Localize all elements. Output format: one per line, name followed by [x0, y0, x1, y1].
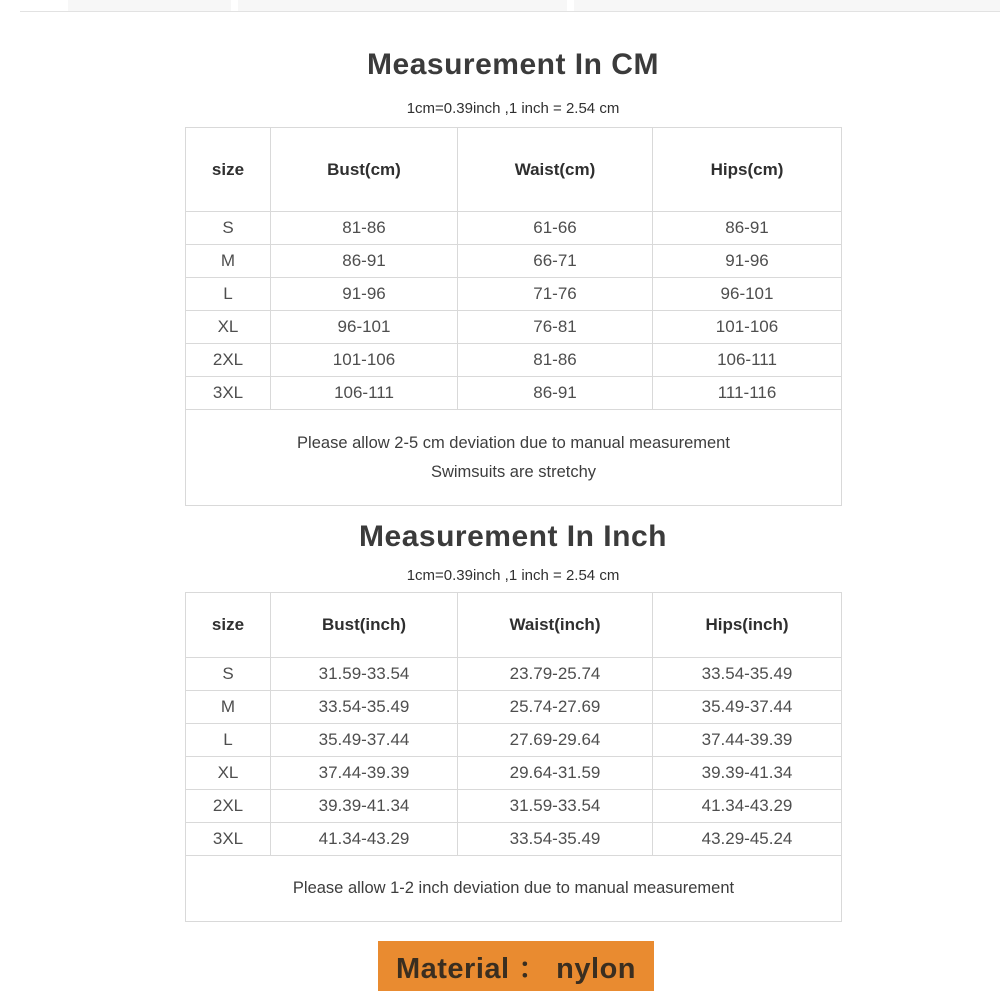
- cm-conversion-note: 1cm=0.39inch ,1 inch = 2.54 cm: [406, 100, 620, 117]
- header-row: [186, 593, 842, 658]
- table-cell: 96-101: [653, 278, 842, 311]
- table-cell: XL: [186, 757, 271, 790]
- table-row: [186, 757, 842, 790]
- table-cell: 39.39-41.34: [271, 790, 458, 823]
- table-cell: 29.64-31.59: [458, 757, 653, 790]
- table-cell: 39.39-41.34: [653, 757, 842, 790]
- column-header: Bust(cm): [271, 128, 458, 212]
- inch-table-body: [186, 658, 842, 856]
- table-cell: 33.54-35.49: [653, 658, 842, 691]
- table-cell: S: [186, 658, 271, 691]
- table-cell: M: [186, 691, 271, 724]
- table-cell: 41.34-43.29: [653, 790, 842, 823]
- table-cell: 23.79-25.74: [458, 658, 653, 691]
- table-cell: 86-91: [271, 245, 458, 278]
- table-cell: 25.74-27.69: [458, 691, 653, 724]
- inch-table-header: [186, 593, 842, 658]
- material-label: Material ： nylon: [378, 941, 654, 991]
- table-cell: 41.34-43.29: [271, 823, 458, 856]
- table-cell: 91-96: [653, 245, 842, 278]
- table-row: [186, 377, 842, 410]
- table-row: [186, 212, 842, 245]
- table-row: [186, 311, 842, 344]
- table-cell: 35.49-37.44: [653, 691, 842, 724]
- table-cell: 37.44-39.39: [271, 757, 458, 790]
- cm-section-title: Measurement In CM: [367, 48, 659, 81]
- table-cell: S: [186, 212, 271, 245]
- table-cell: 81-86: [271, 212, 458, 245]
- cm-table-body: [186, 212, 842, 410]
- table-cell: 37.44-39.39: [653, 724, 842, 757]
- table-cell: 43.29-45.24: [653, 823, 842, 856]
- inch-conversion-note: 1cm=0.39inch ,1 inch = 2.54 cm: [406, 567, 620, 584]
- table-cell: 33.54-35.49: [458, 823, 653, 856]
- table-cell: 31.59-33.54: [271, 658, 458, 691]
- cm-table-header: [186, 128, 842, 212]
- table-cell: 31.59-33.54: [458, 790, 653, 823]
- table-row: [186, 245, 842, 278]
- table-cell: 86-91: [653, 212, 842, 245]
- table-cell: L: [186, 278, 271, 311]
- table-cell: 3XL: [186, 823, 271, 856]
- table-cell: 101-106: [653, 311, 842, 344]
- deviation-note: Please allow 1-2 inch deviation due to manual measurement: [292, 879, 735, 897]
- table-cell: 3XL: [186, 377, 271, 410]
- table-cell: 35.49-37.44: [271, 724, 458, 757]
- table-cell: 111-116: [653, 377, 842, 410]
- table-cell: 61-66: [458, 212, 653, 245]
- table-cell: L: [186, 724, 271, 757]
- table-cell: 33.54-35.49: [271, 691, 458, 724]
- table-cell: 2XL: [186, 790, 271, 823]
- content-column: [185, 0, 841, 922]
- table-row: [186, 724, 842, 757]
- column-header: Hips(inch): [653, 593, 842, 658]
- table-row: [186, 790, 842, 823]
- table-cell: 66-71: [458, 245, 653, 278]
- column-header: Waist(cm): [458, 128, 653, 212]
- table-cell: 81-86: [458, 344, 653, 377]
- table-cell: 91-96: [271, 278, 458, 311]
- table-cell: 101-106: [271, 344, 458, 377]
- table-cell: M: [186, 245, 271, 278]
- table-cell: 106-111: [653, 344, 842, 377]
- inch-notes-cell: [186, 856, 842, 922]
- table-cell: 106-111: [271, 377, 458, 410]
- table-row: [186, 658, 842, 691]
- stretchy-note: Swimsuits are stretchy: [430, 462, 597, 481]
- table-cell: 2XL: [186, 344, 271, 377]
- column-header: Bust(inch): [271, 593, 458, 658]
- inch-size-table: [185, 592, 842, 922]
- column-header: size: [186, 128, 271, 212]
- table-cell: 86-91: [458, 377, 653, 410]
- table-cell: 27.69-29.64: [458, 724, 653, 757]
- cm-table-footer: [186, 410, 842, 506]
- table-row: [186, 344, 842, 377]
- deviation-note: Please allow 2-5 cm deviation due to manual measurement: [297, 433, 730, 452]
- table-row: [186, 278, 842, 311]
- table-cell: 96-101: [271, 311, 458, 344]
- inch-section-title: Measurement In Inch: [359, 520, 667, 553]
- table-cell: 71-76: [458, 278, 653, 311]
- cm-notes-cell: [186, 410, 842, 506]
- column-header: size: [186, 593, 271, 658]
- table-cell: 76-81: [458, 311, 653, 344]
- header-row: [186, 128, 842, 212]
- column-header: Hips(cm): [653, 128, 842, 212]
- table-row: [186, 691, 842, 724]
- table-cell: XL: [186, 311, 271, 344]
- table-row: [186, 823, 842, 856]
- column-header: Waist(inch): [458, 593, 653, 658]
- inch-table-footer: [186, 856, 842, 922]
- cm-size-table: [185, 127, 842, 506]
